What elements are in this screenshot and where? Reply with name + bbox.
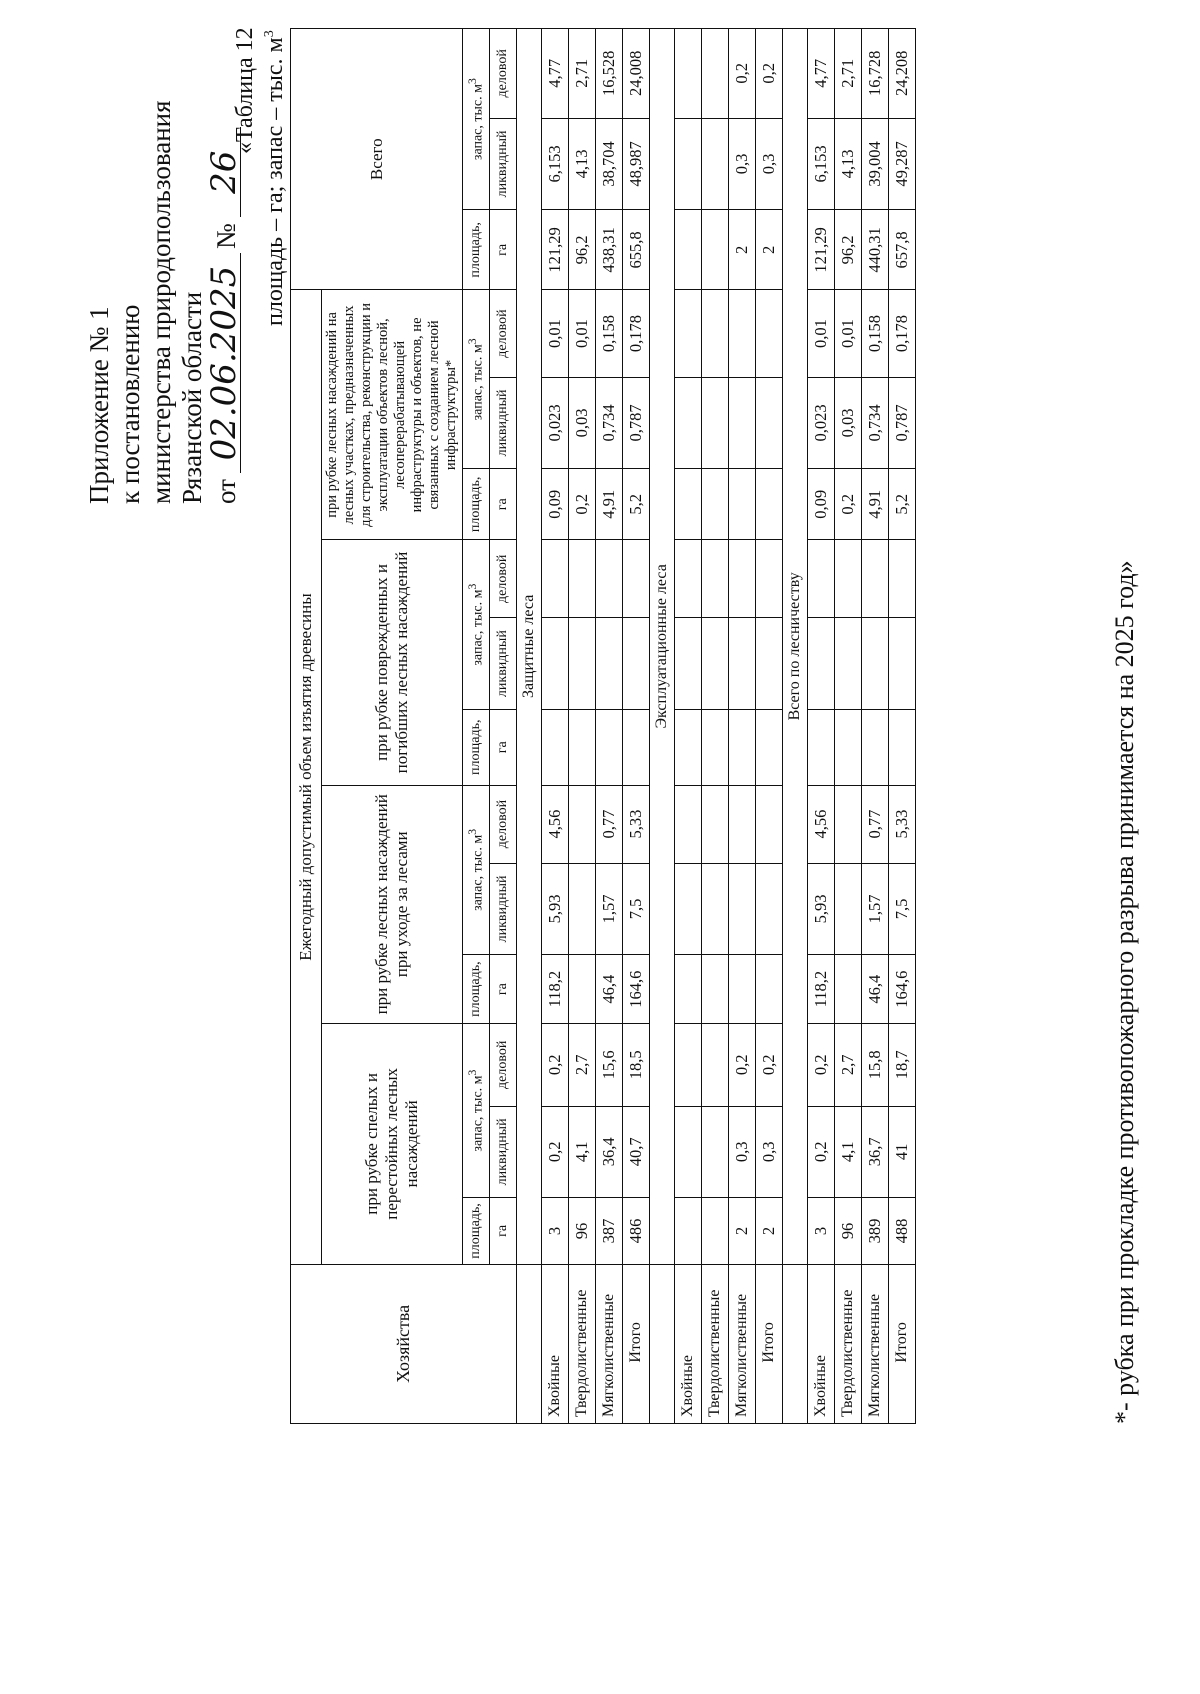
table-cell: 1,57	[862, 863, 889, 955]
row-label: Итого	[889, 1264, 916, 1423]
table-cell: 0,2	[542, 1106, 569, 1198]
table-cell	[835, 709, 862, 785]
table-cell: 4,91	[862, 469, 889, 540]
table-cell	[569, 618, 596, 710]
table-cell: 40,7	[623, 1106, 650, 1198]
table-cell	[702, 1106, 729, 1198]
row-label: Хвойные	[542, 1264, 569, 1423]
table-cell: 0,023	[808, 377, 835, 469]
table-cell: 2	[729, 1198, 756, 1264]
table-cell	[569, 955, 596, 1024]
table-cell	[729, 469, 756, 540]
table-cell: 0,03	[835, 377, 862, 469]
date-prefix: от	[211, 479, 241, 504]
table-cell: 15,8	[862, 1024, 889, 1107]
handwritten-date: 02.06.2025	[208, 253, 241, 473]
section-spacer	[783, 1264, 808, 1423]
table-cell	[808, 618, 835, 710]
table-cell	[675, 863, 702, 955]
table-cell	[542, 618, 569, 710]
table-cell	[702, 785, 729, 863]
table-cell: 2	[729, 210, 756, 290]
table-cell: 655,8	[623, 210, 650, 290]
table-cell	[729, 785, 756, 863]
table-cell	[702, 1024, 729, 1107]
stock-header: запас, тыс. $м^3$	[463, 29, 490, 210]
unit-ha: га	[490, 469, 517, 540]
table-cell: 2,71	[569, 29, 596, 119]
table-cell: 16,528	[596, 29, 623, 119]
table-cell: 486	[623, 1198, 650, 1264]
table-row	[542, 29, 569, 1424]
table-cell	[862, 618, 889, 710]
table-cell: 0,2	[835, 469, 862, 540]
table-cell	[596, 709, 623, 785]
table-cell: 4,77	[808, 29, 835, 119]
table-cell	[675, 955, 702, 1024]
forest-volume-table	[290, 28, 916, 1424]
table-cell: 0,787	[889, 377, 916, 469]
table-cell: 121,29	[542, 210, 569, 290]
table-cell: 4,77	[542, 29, 569, 119]
table-cell: 0,01	[835, 290, 862, 377]
section-title: Эксплуатационные леса	[650, 29, 675, 1265]
table-cell: 15,6	[596, 1024, 623, 1107]
table-cell	[835, 785, 862, 863]
table-cell: 118,2	[542, 955, 569, 1024]
table-cell	[623, 709, 650, 785]
table-cell: 0,3	[756, 118, 783, 210]
table-cell: 164,6	[623, 955, 650, 1024]
table-cell	[756, 469, 783, 540]
table-cell: 5,2	[623, 469, 650, 540]
table-cell	[569, 785, 596, 863]
table-cell	[675, 29, 702, 119]
table-cell	[569, 863, 596, 955]
table-cell	[702, 118, 729, 210]
stock-header: запас, тыс. $м^3$	[463, 785, 490, 955]
table-cell	[702, 618, 729, 710]
table-cell: 5,33	[889, 785, 916, 863]
table-cell: 96	[835, 1198, 862, 1264]
table-cell: 4,13	[835, 118, 862, 210]
number-label: №	[211, 223, 241, 250]
table-cell: 0,158	[862, 290, 889, 377]
table-cell	[675, 618, 702, 710]
units-note: площадь – га; запас – тыс. $м^3$	[262, 30, 288, 326]
appendix-title: Приложение № 1	[84, 306, 114, 504]
table-cell	[675, 290, 702, 377]
table-row	[569, 29, 596, 1424]
table-cell	[862, 709, 889, 785]
table-cell	[729, 863, 756, 955]
table-cell: 0,2	[756, 1024, 783, 1107]
liquid-header: ликвидный	[490, 118, 517, 210]
stock-header: запас, тыс. $м^3$	[463, 1024, 490, 1198]
table-row	[675, 29, 702, 1424]
table-cell	[702, 709, 729, 785]
table-cell: 24,208	[889, 29, 916, 119]
business-header: деловой	[490, 1024, 517, 1107]
table-cell	[835, 863, 862, 955]
section-spacer	[650, 1264, 675, 1423]
table-cell: 657,8	[889, 210, 916, 290]
business-header: деловой	[490, 785, 517, 863]
table-cell	[729, 540, 756, 618]
table-cell: 488	[889, 1198, 916, 1264]
table-cell	[808, 540, 835, 618]
table-cell: 24,008	[623, 29, 650, 119]
table-cell: 18,5	[623, 1024, 650, 1107]
table-cell	[596, 540, 623, 618]
table-cell: 0,178	[623, 290, 650, 377]
table-cell	[542, 709, 569, 785]
table-cell: 2,71	[835, 29, 862, 119]
table-cell: 0,01	[569, 290, 596, 377]
table-cell: 0,023	[542, 377, 569, 469]
table-cell: 0,01	[808, 290, 835, 377]
table-cell: 0,734	[596, 377, 623, 469]
table-cell: 389	[862, 1198, 889, 1264]
section-title: Защитные леса	[517, 29, 542, 1265]
table-cell: 96	[569, 1198, 596, 1264]
table-cell: 38,704	[596, 118, 623, 210]
table-cell: 0,178	[889, 290, 916, 377]
table-cell	[675, 469, 702, 540]
table-cell	[702, 290, 729, 377]
table-cell: 440,31	[862, 210, 889, 290]
table-cell	[702, 955, 729, 1024]
table-cell: 438,31	[596, 210, 623, 290]
row-label: Хвойные	[675, 1264, 702, 1423]
resolution-date-line	[204, 127, 244, 504]
table-cell	[702, 210, 729, 290]
section-spacer	[517, 1264, 542, 1423]
row-label: Твердолиственные	[569, 1264, 596, 1423]
farms-header: Хозяйства	[291, 1264, 517, 1423]
table-cell: 1,57	[596, 863, 623, 955]
unit-ha: га	[490, 1198, 517, 1264]
stock-header: запас, тыс. $м^3$	[463, 540, 490, 710]
region-name: Рязанской области	[177, 291, 207, 504]
table-cell	[596, 618, 623, 710]
table-cell: 0,2	[808, 1024, 835, 1107]
table-cell	[623, 540, 650, 618]
category-care-header: при рубке лесных насаждений при уходе за лесами	[322, 785, 463, 1023]
table-cell: 48,987	[623, 118, 650, 210]
unit-ha: га	[490, 709, 517, 785]
table-cell: 4,13	[569, 118, 596, 210]
area-header: площадь,	[463, 709, 490, 785]
table-cell: 0,2	[542, 1024, 569, 1107]
table-cell	[808, 709, 835, 785]
table-cell: 121,29	[808, 210, 835, 290]
row-label: Итого	[623, 1264, 650, 1423]
table-cell	[542, 540, 569, 618]
unit-ha: га	[490, 210, 517, 290]
row-label: Хвойные	[808, 1264, 835, 1423]
table-cell: 4,1	[569, 1106, 596, 1198]
table-cell: 2	[756, 1198, 783, 1264]
table-cell	[675, 118, 702, 210]
footnote: *- рубка при прокладке противопожарного разрыва принимается на 2025 год»	[1110, 560, 1139, 1424]
table-cell: 0,09	[542, 469, 569, 540]
table-cell	[729, 290, 756, 377]
table-cell: 7,5	[623, 863, 650, 955]
table-label: «Таблица 12	[232, 27, 258, 154]
category-damaged-header: при рубке поврежденных и погибших лесных насаждений	[322, 540, 463, 785]
table-cell: 4,56	[542, 785, 569, 863]
table-cell: 41	[889, 1106, 916, 1198]
liquid-header: ликвидный	[490, 377, 517, 469]
table-cell: 0,2	[756, 29, 783, 119]
table-cell	[675, 377, 702, 469]
table-cell: 16,728	[862, 29, 889, 119]
table-cell: 3	[808, 1198, 835, 1264]
table-cell: 0,2	[569, 469, 596, 540]
table-cell	[756, 290, 783, 377]
table-cell: 118,2	[808, 955, 835, 1024]
table-cell: 4,91	[596, 469, 623, 540]
table-cell: 0,3	[756, 1106, 783, 1198]
table-cell	[835, 540, 862, 618]
table-cell	[756, 618, 783, 710]
area-header: площадь,	[463, 210, 490, 290]
table-row	[729, 29, 756, 1424]
row-label: Твердолиственные	[702, 1264, 729, 1423]
business-header: деловой	[490, 29, 517, 119]
stock-header: запас, тыс. $м^3$	[463, 290, 490, 469]
liquid-header: ликвидный	[490, 618, 517, 710]
table-cell: 0,77	[596, 785, 623, 863]
table-cell	[675, 1024, 702, 1107]
table-cell	[675, 210, 702, 290]
table-cell: 0,77	[862, 785, 889, 863]
table-cell: 0,734	[862, 377, 889, 469]
table-cell: 0,158	[596, 290, 623, 377]
table-row	[756, 29, 783, 1424]
table-cell	[729, 709, 756, 785]
table-cell	[702, 540, 729, 618]
table-cell: 0,2	[729, 29, 756, 119]
table-row	[702, 29, 729, 1424]
table-cell: 46,4	[862, 955, 889, 1024]
table-cell	[675, 540, 702, 618]
row-label: Мягколиственные	[596, 1264, 623, 1423]
table-cell: 4,1	[835, 1106, 862, 1198]
table-cell: 0,03	[569, 377, 596, 469]
handwritten-number: 26	[208, 127, 241, 217]
table-cell: 0,3	[729, 118, 756, 210]
table-cell: 5,33	[623, 785, 650, 863]
table-cell	[675, 785, 702, 863]
table-cell: 6,153	[808, 118, 835, 210]
table-cell: 5,93	[808, 863, 835, 955]
table-cell	[675, 1106, 702, 1198]
table-cell: 3	[542, 1198, 569, 1264]
row-label: Мягколиственные	[862, 1264, 889, 1423]
table-cell	[889, 540, 916, 618]
liquid-header: ликвидный	[490, 1106, 517, 1198]
table-cell: 0,2	[729, 1024, 756, 1107]
table-cell	[623, 618, 650, 710]
unit-ha: га	[490, 955, 517, 1024]
table-cell: 96,2	[569, 210, 596, 290]
table-cell	[729, 955, 756, 1024]
annual-volume-header: Ежегодный допустимый объем изъятия древесины	[291, 290, 322, 1264]
table-cell: 46,4	[596, 955, 623, 1024]
table-cell	[756, 709, 783, 785]
table-cell	[756, 540, 783, 618]
table-cell: 5,2	[889, 469, 916, 540]
ministry-name: министерства природопользования	[146, 100, 176, 504]
area-header: площадь,	[463, 469, 490, 540]
table-cell	[862, 540, 889, 618]
table-cell	[702, 29, 729, 119]
table-cell: 18,7	[889, 1024, 916, 1107]
table-row	[623, 29, 650, 1424]
table-cell	[702, 377, 729, 469]
table-cell: 0,787	[623, 377, 650, 469]
table-cell: 0,01	[542, 290, 569, 377]
table-cell: 39,004	[862, 118, 889, 210]
table-row	[835, 29, 862, 1424]
business-header: деловой	[490, 540, 517, 618]
table-body	[517, 29, 916, 1424]
table-cell	[756, 377, 783, 469]
table-cell: 5,93	[542, 863, 569, 955]
row-label: Итого	[756, 1264, 783, 1423]
table-cell	[889, 709, 916, 785]
table-cell: 387	[596, 1198, 623, 1264]
table-cell	[675, 1198, 702, 1264]
table-cell: 4,56	[808, 785, 835, 863]
row-label: Мягколиственные	[729, 1264, 756, 1423]
table-row	[862, 29, 889, 1424]
table-cell	[569, 540, 596, 618]
table-row	[596, 29, 623, 1424]
table-cell: 36,7	[862, 1106, 889, 1198]
table-cell	[702, 863, 729, 955]
table-cell	[569, 709, 596, 785]
table-cell: 36,4	[596, 1106, 623, 1198]
table-cell: 2,7	[835, 1024, 862, 1107]
table-cell	[889, 618, 916, 710]
table-cell	[702, 1198, 729, 1264]
table-cell	[675, 709, 702, 785]
total-category-header: Всего	[291, 29, 463, 290]
area-header: площадь,	[463, 1198, 490, 1264]
table-cell: 49,287	[889, 118, 916, 210]
table-cell: 2	[756, 210, 783, 290]
appendix-subtitle: к постановлению	[115, 304, 145, 504]
liquid-header: ликвидный	[490, 863, 517, 955]
table-cell	[729, 618, 756, 710]
table-cell: 164,6	[889, 955, 916, 1024]
row-label: Твердолиственные	[835, 1264, 862, 1423]
category-mature-header: при рубке спелых и перестойных лесных насаждений	[322, 1024, 463, 1265]
section-title: Всего по лесничеству	[783, 29, 808, 1265]
table-cell	[756, 955, 783, 1024]
table-cell: 0,09	[808, 469, 835, 540]
table-cell	[702, 469, 729, 540]
table-cell	[835, 955, 862, 1024]
table-cell	[756, 785, 783, 863]
area-header: площадь,	[463, 955, 490, 1024]
table-row	[808, 29, 835, 1424]
business-header: деловой	[490, 290, 517, 377]
table-cell: 0,3	[729, 1106, 756, 1198]
table-cell: 0,2	[808, 1106, 835, 1198]
table-cell: 2,7	[569, 1024, 596, 1107]
table-cell: 6,153	[542, 118, 569, 210]
table-cell	[756, 863, 783, 955]
category-construction-header: при рубке лесных насаждений на лесных участках, предназначенных для строительства, реконструкции и эксплуатации объектов лесной, лесоперерабатывающей инфраструктуры и объектов, не связанных с созданием лесной инфраструктуры*	[322, 290, 463, 540]
table-row	[889, 29, 916, 1424]
table-cell: 7,5	[889, 863, 916, 955]
table-cell: 96,2	[835, 210, 862, 290]
table-cell	[729, 377, 756, 469]
table-cell	[835, 618, 862, 710]
